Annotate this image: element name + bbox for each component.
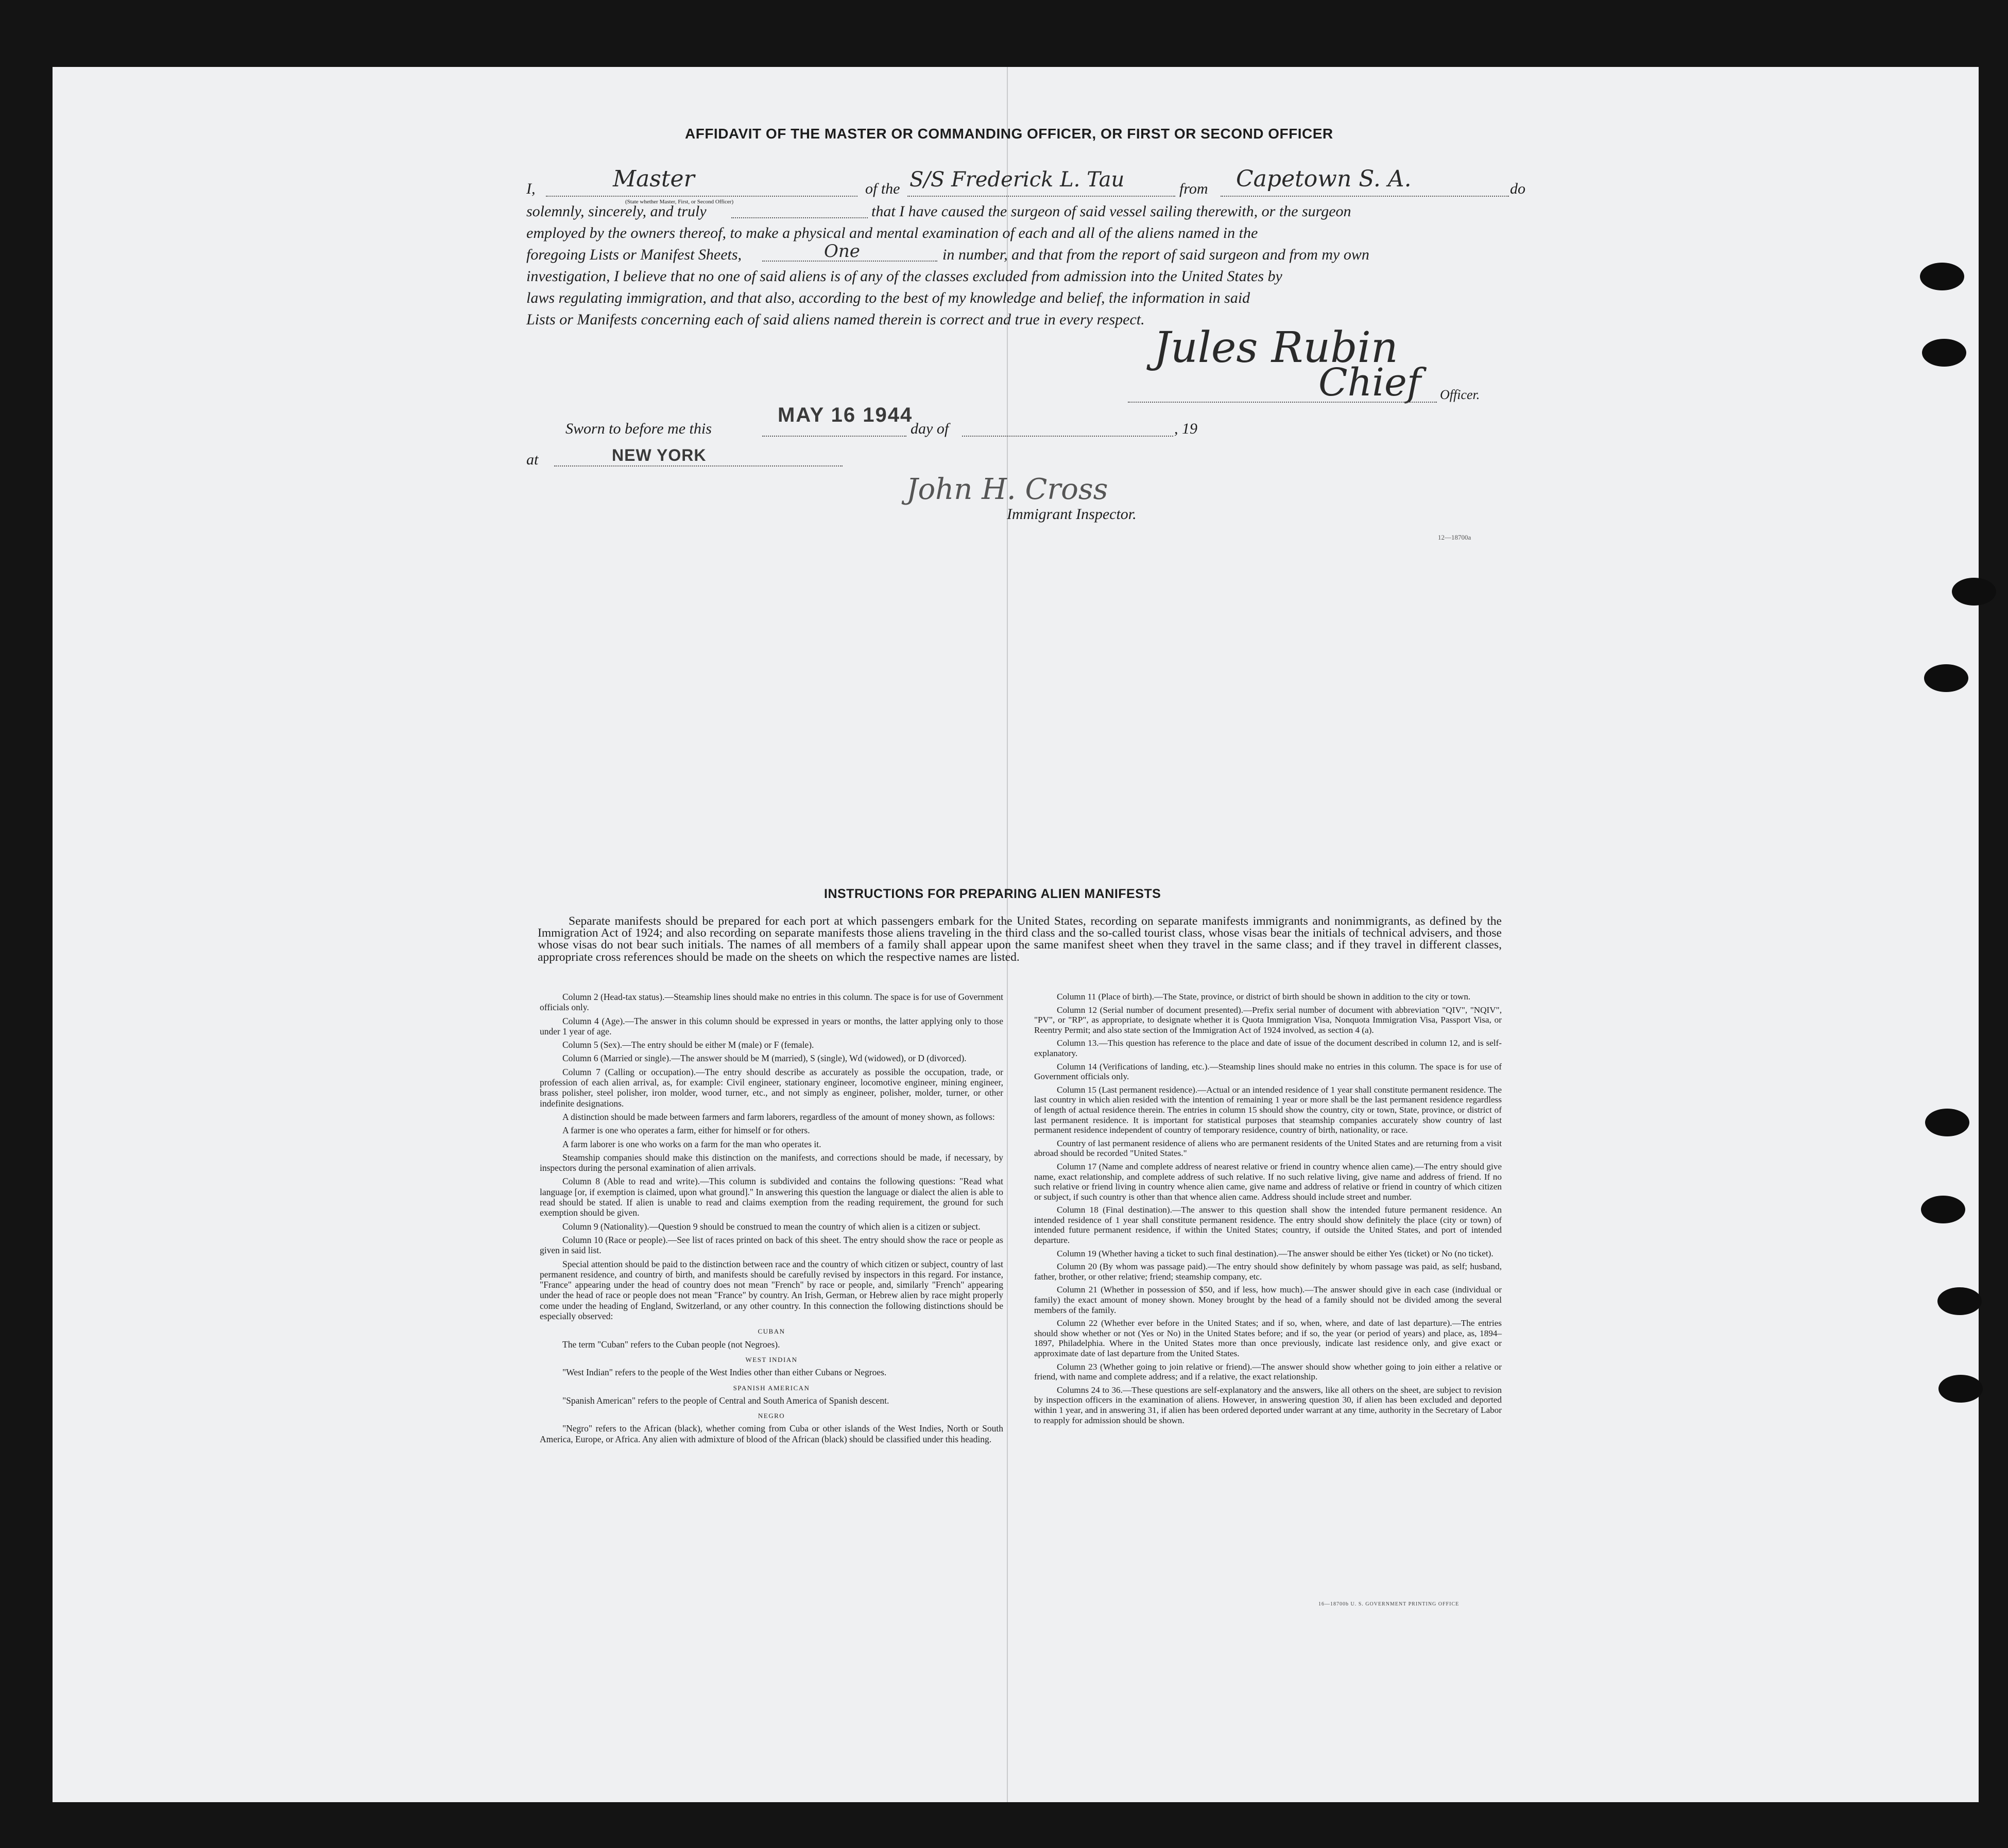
left-para-farmers: A distinction should be made between farmers and farm laborers, regardless of the amount of money shown, as follows: [562,1111,995,1122]
intro-paragraph: Separate manifests should be prepared for each port at which passengers embark for the United States, recording on separate manifests immigrants and nonimmigrants, as defined by the Immigration Act of 1924; and also recording on separate manifests those aliens traveling in the third class and the so-called tourist class, whose visas bear the initials of technical advisers, and those whose visas do not bear such initials. The names of all members of a family shall appear upon the same manifest sheet when they travel in the same class; and if they travel in different classes, appropriate cross references should be made on the sheets on which the respective names are listed. [538,914,1502,964]
sworn-date-field[interactable] [762,436,906,437]
cuban-text: The term "Cuban" refers to the Cuban people (not Negroes). [562,1339,780,1350]
left-para-farm-laborer: A farm laborer is one who works on a farm for the man who operates it. [562,1138,821,1149]
left-para-col9: Column 9 (Nationality).—Question 9 should be construed to mean the country of which alien is a citizen or subject. [562,1221,981,1232]
place-field[interactable] [554,465,843,467]
right-para-country: Country of last permanent residence of aliens who are permanent residents of the United States and are returning from a visit abroad should be recorded "United States." [1034,1138,1502,1159]
year-prefix: , 19 [1174,420,1197,437]
at-label: at [526,451,539,468]
instructions-left-column [540,992,1003,1447]
binder-hole [1937,1287,1982,1315]
right-para-col11: Column 11 (Place of birth).—The State, province, or district of birth should be shown in addition to the city or town. [1057,992,1471,1001]
spanish-american-text: "Spanish American" refers to the people of Central and South America of Spanish descent. [562,1395,889,1406]
do-label: do [1510,180,1525,197]
left-para-col5: Column 5 (Sex).—The entry should be either M (male) or F (female). [562,1040,814,1050]
affidavit-line7: Lists or Manifests concerning each of said aliens named therein is correct and true in every respect. [526,311,1145,328]
officer-label: Officer. [1440,387,1480,402]
binder-hole [1921,1196,1965,1223]
right-para-col15: Column 15 (Last permanent residence).—Actual or an intended residence of 1 year shall constitute permanent residence. The last country in which alien resided with the intention of remaining 1 year or more shall be the last permanent residence regardless of length of actual residence therein. The entries in column 15 should show the country, city or town, State, province, or district of last permanent residence. It is important for statistical purposes that steamship companies accurately show country of last permanent residence independent of country of temporary residence, country of birth, nationality, or race. [1034,1084,1502,1135]
rank-value: Master [613,166,695,192]
master-signature: Jules Rubin [1154,323,1398,372]
west-indian-text: "West Indian" refers to the people of the West Indies other than either Cubans or Negroes. [562,1367,887,1378]
left-para-col6: Column 6 (Married or single).—The answer should be M (married), S (single), Wd (widowed), or D (divorced). [562,1053,967,1064]
left-para-col10: Column 10 (Race or people).—See list of races printed on back of this sheet. The entry should show the race or people as given in said list. [540,1234,1003,1256]
affidavit-line4-start: foregoing Lists or Manifest Sheets, [526,246,742,263]
right-para-col21: Column 21 (Whether in possession of $50, and if less, how much).—The answer should give in each case (individual or family) the exact amount of money shown. Money brought by the head of a family should not be divided among the several members of the family. [1034,1285,1502,1315]
right-para-col18: Column 18 (Final destination).—The answer to this question shall show the intended future permanent residence. An intended residence of 1 year shall constitute permanent residence. The entry should show definitely the place (city or town) of intended future permanent residence, if within the United States; country, if outside the United States, and port of intended departure. [1034,1205,1502,1246]
officer-signature-line [1128,402,1437,403]
affidavit-line2-start: solemnly, sincerely, and truly [526,203,707,220]
right-para-col13: Column 13.—This question has reference to the place and date of issue of the document described in column 12, and is self-explanatory. [1034,1038,1502,1058]
vessel-field[interactable] [907,196,1175,197]
right-para-col20: Column 20 (By whom was passage paid).—The entry should show definitely by whom passage was paid, as self; husband, father, brother, or other relative; friend; steamship company, etc. [1034,1262,1502,1282]
port-value: Capetown S. A. [1236,166,1412,192]
affidavit-line6: laws regulating immigration, and that also, according to the best of my knowledge and belief, the information in said [526,289,1250,306]
affidavit-line3: employed by the owners thereof, to make a physical and mental examination of each and all of the aliens named in the [526,224,1258,241]
form-number-top: 12—18700a [1438,533,1471,541]
left-para-farmer: A farmer is one who operates a farm, either for himself or for others. [562,1125,810,1136]
affidavit-title: AFFIDAVIT OF THE MASTER OR COMMANDING OFFICER, OR FIRST OR SECOND OFFICER [685,126,1333,142]
affidavit-line4-end: in number, and that from the report of said surgeon and from my own [942,246,1369,263]
day-of-label: day of [911,420,949,437]
sworn-label: Sworn to before me this [565,420,712,437]
left-para-col2: Column 2 (Head-tax status).—Steamship lines should make no entries in this column. The space is for use of Government officials only. [540,992,1003,1013]
left-para-special: Special attention should be paid to the distinction between race and the country of which citizen or subject, country of last permanent residence, and country of birth, and manifests should be carefully revised by inspectors in this regard. For instance, "France" appearing under the head of country does not mean "French" by race or people, and, similarly "French" appearing under the head of race or people does not mean "France" by country. An Irish, German, or Hebrew alien by race might properly come under the heading of England, Switzerland, or any other country. In this connection the following distinctions should be especially observed: [540,1258,1003,1322]
place-stamp: NEW YORK [612,446,707,464]
right-para-col24-36: Columns 24 to 36.—These questions are self-explanatory and the answers, like all others on the sheet, are subject to revision by inspection officers in the examination of aliens. However, in answering question 30, if alien has been excluded and deported within 1 year, and in answering 31, if alien has been ordered deported under warrant at any time, authority in the Secretary of Labor to reapply for admission should be shown. [1034,1385,1502,1425]
signature-title: Chief [1318,360,1421,405]
binder-hole [1952,578,1996,606]
inspector-signature: John H. Cross [906,473,1108,506]
right-para-col23: Column 23 (Whether going to join relative or friend).—The answer should show whether going to join either a relative or friend, with name and complete address; and if a relative, the exact relationship. [1034,1361,1502,1382]
binder-hole [1922,339,1966,367]
of-the-label: of the [865,180,900,197]
right-para-col17: Column 17 (Name and complete address of nearest relative or friend in country whence alien came).—The entry should give name, exact relationship, and complete address of such relative. If no such relative living, give name and address of friend. If no such relative or friend living in country whence alien came, give name and address of relative or friend in country of which citizen or subject, if such country is other than that whence alien came. Address should include street and number. [1034,1161,1502,1202]
affidavit-line2-end: that I have caused the surgeon of said vessel sailing therewith, or the surgeon [871,203,1351,220]
binder-hole [1920,263,1964,290]
right-para-col22: Column 22 (Whether ever before in the United States; and if so, when, where, and date of last departure).—The entries should show whether or not (Yes or No) in the United States before; and if so, the year (or period of years) and place, as, 1894–1897, Philadelphia. Where in the United States more than once previously, indicate last residence only, and give exact or approximate date of last departure from the United States. [1034,1318,1502,1358]
sheets-value: One [824,241,860,262]
binder-hole [1925,1109,1969,1136]
from-label: from [1179,180,1208,197]
right-para-col14: Column 14 (Verifications of landing, etc.).—Steamship lines should make no entries in this column. The space is for use of Government officials only. [1034,1061,1502,1082]
spanish-american-heading: SPANISH AMERICAN [733,1384,810,1392]
west-indian-heading: WEST INDIAN [745,1355,798,1363]
instructions-right-column [1034,992,1502,1428]
negro-text: "Negro" refers to the African (black), whether coming from Cuba or other islands of the West Indies, North or South America, Europe, or Africa. Any alien with admixture of blood of the African (black) should be classified under this heading. [540,1423,1003,1444]
cuban-heading: CUBAN [758,1327,785,1336]
affidavit-line2-blank [731,217,868,218]
i-label: I, [526,180,536,197]
left-para-col8: Column 8 (Able to read and write).—This column is subdivided and contains the following questions: "Read what language [or, if exemption is claimed, upon what ground]." In answering this question the language or dialect the alien is able to read should be stated. If alien is unable to read and claims exemption from the reading requirement, the ground for such exemption should be given. [540,1176,1003,1218]
rank-field[interactable] [546,196,857,197]
rank-caption: (State whether Master, First, or Second Officer) [625,199,734,205]
inspector-label: Immigrant Inspector. [1007,506,1137,523]
left-para-col4: Column 4 (Age).—The answer in this column should be expressed in years or months, the latter applying only to those under 1 year of age. [540,1015,1003,1037]
printing-office-footer: 16—18700b U. S. GOVERNMENT PRINTING OFFICE [1318,1601,1460,1607]
vessel-value: S/S Frederick L. Tau [909,168,1125,192]
instructions-intro [538,916,1502,966]
month-field[interactable] [962,436,1173,437]
binder-hole [1924,664,1968,692]
right-para-col19: Column 19 (Whether having a ticket to such final destination).—The answer should be either Yes (ticket) or No (no ticket). [1057,1248,1494,1258]
left-para-col7: Column 7 (Calling or occupation).—The entry should describe as accurately as possible the occupation, trade, or profession of each alien arrival, as, for example: Civil engineer, stationary engineer, locomotive engineer, mining engineer, brass polisher, steel polisher, iron molder, wood turner, etc., and not simply as engineer, polisher, molder, turner, or other indefinite designations. [540,1066,1003,1109]
port-field[interactable] [1221,196,1509,197]
right-para-col12: Column 12 (Serial number of document presented).—Prefix serial number of document with abbreviation "QIV", "NQIV", "PV", or "RP", as appropriate, to designate whether it is Quota Immigration Visa, Nonquota Immigration Visa, Passport Visa, or Reentry Permit; and also state section of the Immigration Act of 1924 involved, as section 4 (a). [1034,1005,1502,1035]
affidavit-line5: investigation, I believe that no one of said aliens is of any of the classes excluded from admission into the United States by [526,268,1282,285]
sworn-date-stamp: MAY 16 1944 [778,404,913,426]
binder-hole [1938,1375,1983,1403]
negro-heading: NEGRO [758,1412,785,1420]
instructions-title: INSTRUCTIONS FOR PREPARING ALIEN MANIFESTS [824,887,1161,901]
left-para-steamship: Steamship companies should make this distinction on the manifests, and corrections should be made, if necessary, by inspectors during the personal examination of alien arrivals. [540,1152,1003,1173]
